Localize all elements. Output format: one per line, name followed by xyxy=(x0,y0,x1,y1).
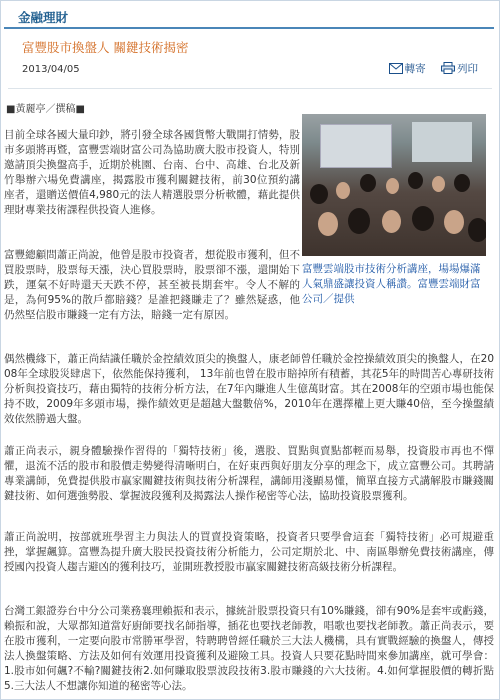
article-paragraph: 偶然機緣下，蕭正尚結識任職於金控績效頂尖的換盤人，康老師曾任職於金控操績效頂尖的換盤人，在2008年全球股災肆虐下，依然能保持獲利， 13年前也曾在股市賠掉所有積蓄，其花5年的時間苦心專研技術分析與投資技巧，藉由獨特的技術分析方法，在7年內賺進人生億萬財富。其在2008年的空頭市場也能保持不敗，2009年多頭市場，操作績效更是超越大盤數倍%，2010年在選擇權上更大賺40倍，至今操盤績效依然勝過大盤。 xyxy=(4,353,494,425)
audience-head xyxy=(454,174,470,192)
article-author: ■黃麗亭／撰稿■ xyxy=(6,104,85,115)
whiteboard xyxy=(320,124,392,168)
audience-head xyxy=(310,184,328,204)
audience-face xyxy=(318,212,338,236)
section-title: 金融理財 xyxy=(18,10,69,25)
envelope-icon xyxy=(389,63,403,74)
article-paragraph: 目前全球各國大量印鈔，將引發全球各國貨幣大戰開打情勢，股市多頭將再暨，富豐雲端財富公司為協助廣大股市投資人，特別邀請頂尖換盤高手，近期於桃園、台南、台中、高雄、台北及新竹舉辦六場免費講座，揭露股市獲利關鍵技術，前30位預約講座者，還贈送價值4,980元的法人精選股票分析軟體，藉此提供理財專業技術課程供投資人進修。 xyxy=(4,129,300,216)
forward-label: 轉寄 xyxy=(404,63,426,75)
divider xyxy=(8,88,492,89)
audience-head xyxy=(468,218,486,242)
article-paragraph: 蕭正尚說明，按部就班學習主力與法人的買賣投資策略，投資者只要學會這套「獨特技術」必可規避重挫，掌握飆算。富豐為提升廣大股民投資技術分析能力，公司定期於北、中、南區舉辦免費技術講座，傳授國內投資人趨吉避凶的獲利技巧，並開班教授股市贏家關鍵技術高級技術分析課程。 xyxy=(4,531,494,573)
seminar-photo xyxy=(302,114,486,256)
print-button[interactable] xyxy=(441,61,478,76)
audience-head xyxy=(348,208,370,234)
audience-head xyxy=(408,172,423,189)
article-paragraph: 富豐總顧問蕭正尚說，他曾是股市投資者，想從股市獲利，但不買股票時，股票每天漲，決心買股票時，股票卻不漲，還開始下跌，運氣不好時還天天跌不停，甚至被長期套牢。令人不解的是，為何95%的散戶都賠錢？是誰把錢賺走了？雖然疑惑，他仍然堅信股市賺錢一定有方法，賠錢一定有原因。 xyxy=(4,249,300,321)
article-paragraph: 蕭正尚表示，親身體驗操作習得的「獨特技術」後，選股、買點與賣點都輕而易舉，投資股市再也不憚懼，退流不活的股市和股價走勢變得清晰明白，在好東西與好朋友分享的理念下，成立富豐公司。其聘請專業講師，免費提供股市贏家關鍵技術與技術分析課程，講師用淺顯易懂，簡單直接方式講解股市賺錢關鍵技術、如何選強勢股、掌握波段獲利及揭露法人操作秘密等心法，協助投資股票獲利。 xyxy=(4,445,494,502)
section-header xyxy=(4,3,494,29)
print-label: 列印 xyxy=(457,63,478,75)
audience-face xyxy=(382,210,401,233)
article-title: 富豐股市換盤人 關鍵技術揭密 xyxy=(22,40,189,55)
forward-button[interactable] xyxy=(389,61,426,76)
article-paragraph: 台灣工銀證券台中分公司業務襄理賴振和表示，據統計股票投資只有10%賺錢，卻有90%是套牢或虧錢，賴振和說，大眾都知道當好廚師要找名師指導，插花也要找老師教，唱歌也要找老師教。蕭正尚表示，要在股市獲利，一定要向股市常勝軍學習，特聘聘曾經任職於三大法人機構，具有實戰經驗的換盤人，傳授法人換盤策略、方法及如何有效運用投資獲利及避險工具。投資人只要花點時間來參加講座，就可學會：1.股市如何飆?不輸?關鍵技術2.如何賺取股票波段技術3.股市賺錢的六大技術。4.如何掌握股價的轉折點5.三大法人不想讓你知道的秘密等心法。 xyxy=(4,605,494,692)
audience-face xyxy=(432,176,445,192)
printer-icon xyxy=(441,62,455,74)
audience-head xyxy=(412,206,434,231)
article-toolbar xyxy=(377,61,478,76)
audience-face xyxy=(444,210,464,234)
audience-face xyxy=(336,182,350,199)
audience-face xyxy=(386,178,399,194)
article-date: 2013/04/05 xyxy=(22,64,80,75)
projection-screen xyxy=(412,122,472,162)
audience-head xyxy=(360,174,376,192)
photo-caption: 富豐雲端股市技術分析講座，場場爆滿人氣鼎盛讓投資人稱讚。富豐雲端財富公司／提供 xyxy=(302,263,481,305)
